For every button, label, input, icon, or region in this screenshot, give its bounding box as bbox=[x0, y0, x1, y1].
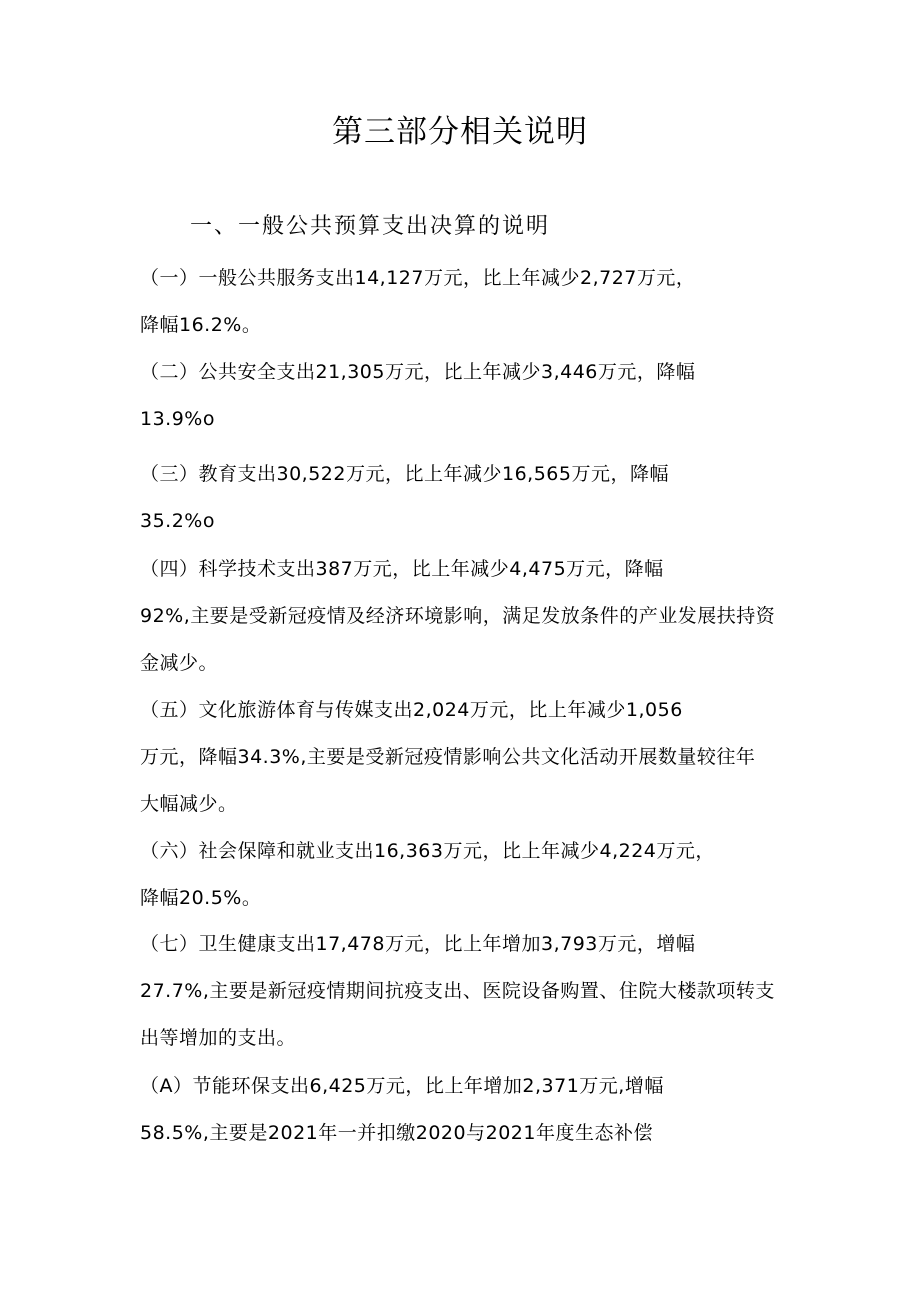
paragraph-culture-tourism-sports-media: （五）文化旅游体育与传媒支出2,024万元，比上年减少1,056 万元，降幅34.3%,主要是受新冠疫情影响公共文化活动开展数量较往年 大幅减少。 bbox=[140, 699, 756, 815]
section-heading: 一、一般公共预算支出决算的说明 bbox=[190, 214, 551, 239]
paragraph-public-security: （二）公共安全支出21,305万元，比上年减少3,446万元，降幅 13.9%o bbox=[140, 361, 696, 430]
page-title: 第三部分相关说明 bbox=[332, 114, 588, 150]
paragraph-general-public-services: （一）一般公共服务支出14,127万元，比上年减少2,727万元， 降幅16.2%。 bbox=[140, 267, 696, 336]
paragraph-energy-environment: （A）节能环保支出6,425万元，比上年增加2,371万元,增幅 58.5%,主要是2021年一并扣缴2020与2021年度生态补偿 bbox=[140, 1075, 664, 1144]
paragraph-social-security-employment: （六）社会保障和就业支出16,363万元，比上年减少4,224万元， 降幅20.5%。 bbox=[140, 840, 715, 909]
paragraph-health: （七）卫生健康支出17,478万元，比上年增加3,793万元，增幅 27.7%,主要是新冠疫情期间抗疫支出、医院设备购置、住院大楼款项转支 出等增加的支出。 bbox=[140, 933, 775, 1049]
paragraph-science-technology: （四）科学技术支出387万元，比上年减少4,475万元，降幅 92%,主要是受新冠疫情及经济环境影响，满足发放条件的产业发展扶持资 金减少。 bbox=[140, 558, 776, 674]
paragraph-education: （三）教育支出30,522万元，比上年减少16,565万元，降幅 35.2%o bbox=[140, 463, 669, 532]
